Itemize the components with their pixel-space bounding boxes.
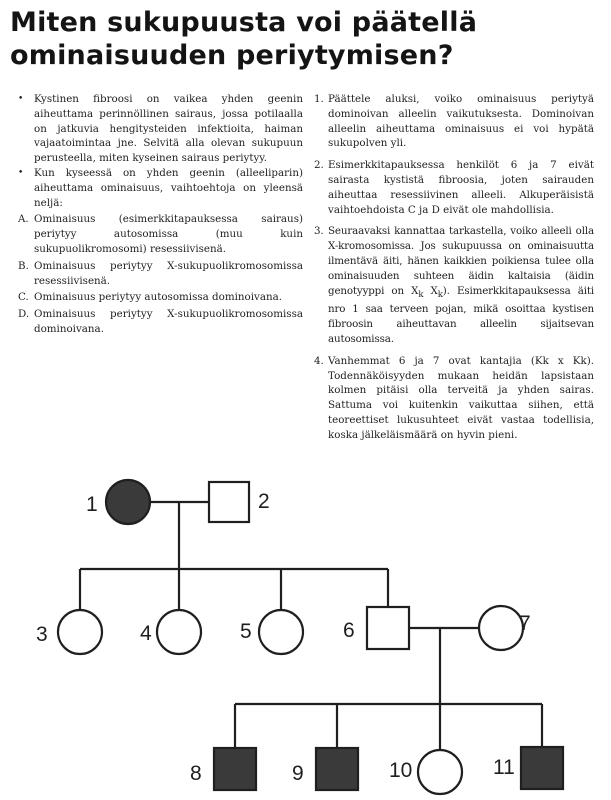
male-symbol-6 [367,607,409,649]
individual-label-3: 3 [36,623,48,646]
female-symbol-4 [157,610,201,654]
female-symbol-5 [259,610,303,654]
option-letter: A. [18,213,29,226]
subscript: k [437,289,443,300]
individual-label-10: 10 [389,759,413,782]
individual-label-8: 8 [190,762,202,785]
option-text: Ominaisuus periytyy X-sukupuolikromosomissa dominoivana. [34,308,303,335]
individual-label-1: 1 [86,493,98,516]
bullet-text: Kystinen fibroosi on vaikea yhden geenin aiheuttama perinnöllinen sairaus, jossa potilaalla on jatkuvia hengitysteiden infektioita, haiman vajaatoimintaa jne. Selvitä alla olevan sukupuun perusteella, miten kyseinen sairaus periytyy. [34,93,303,165]
step-number: 4. [314,354,324,367]
step-text: ). Esimerkkitapauksessa äiti nro 1 saa terveen pojan, mikä osoittaa kystisen fibroosin aiheuttavan alleelin sijaitsevan autosomissa. [328,284,594,345]
bullet-text: Kun kyseessä on yhden geenin (alleeliparin) aiheuttama ominaisuus, vaihtoehtoja on yleensä neljä: [34,166,303,209]
step-text: X [423,284,438,297]
step-text: Esimerkkitapauksessa henkilöt 6 ja 7 eivät sairasta kystistä fibroosia, joten sairauden aiheuttaa resessiivinen alleeli. Alkuperäisistä vaihtoehdoista C ja D eivät ole mahdollisia. [328,159,594,216]
male-symbol-8 [214,748,256,790]
female-symbol-10 [418,750,462,794]
option-letter: B. [18,259,29,272]
individual-label-2: 2 [258,490,270,513]
bullet-mark: • [18,167,24,178]
step-text: Vanhemmat 6 ja 7 ovat kantajia (Kk x Kk). Todennäköisyyden mukaan heidän lapsistaan kolmen pitäisi olla terveitä ja yhden sairas. Sattuma voi kuitenkin vaikuttaa siihen, että teoreettiset lukusuhteet eivät vastaa todellisia, koska jälkeläismäärä on hyvin pieni. [328,354,594,441]
option-letter: D. [18,308,30,321]
male-symbol-2 [209,482,249,522]
option-text: Ominaisuus periytyy autosomissa dominoivana. [34,291,283,304]
female-symbol-7 [479,606,523,650]
male-symbol-9 [316,748,358,790]
step-text: Päättele aluksi, voiko ominaisuus periytyä dominoivan alleelin vaikutuksesta. Dominoivan alleelin aiheuttama ominaisuus ei voi hypätä sukupolven yli. [328,93,594,150]
individual-label-5: 5 [240,620,252,643]
male-symbol-11 [521,747,563,789]
pedigree-individuals [36,480,563,794]
step-text: Seuraavaksi kannattaa tarkastella, voiko alleeli olla X-kromosomissa. Jos sukupuussa on ominaisuutta ilmentävä äiti, hänen kaikkien poikiensa tulee olla ominaisuuden suhteen äidin kaltaisia (äidin genotyyppi on X [328,225,594,297]
title-line-2: ominaisuuden periytymisen? [10,40,454,71]
step-number: 1. [314,93,324,105]
step-number: 3. [314,225,324,238]
title-line-1: Miten sukupuusta voi päätellä [10,7,478,38]
option-text: Ominaisuus periytyy X-sukupuolikromosomissa resessiivisenä. [34,259,303,287]
individual-label-6: 6 [343,619,355,642]
individual-label-11: 11 [493,756,515,779]
female-symbol-1 [106,480,150,524]
individual-label-9: 9 [292,762,304,785]
subscript: k [418,289,424,300]
individual-label-7: 7 [519,612,531,635]
female-symbol-3 [58,610,102,654]
individual-label-4: 4 [140,622,152,645]
option-text: Ominaisuus (esimerkkitapauksessa sairaus) periytyy autosomissa (muu kuin sukupuolikromosomi) resessiivisenä. [34,213,303,255]
step-number: 2. [314,159,324,172]
bullet-mark: • [18,94,24,104]
option-letter: C. [18,291,29,304]
